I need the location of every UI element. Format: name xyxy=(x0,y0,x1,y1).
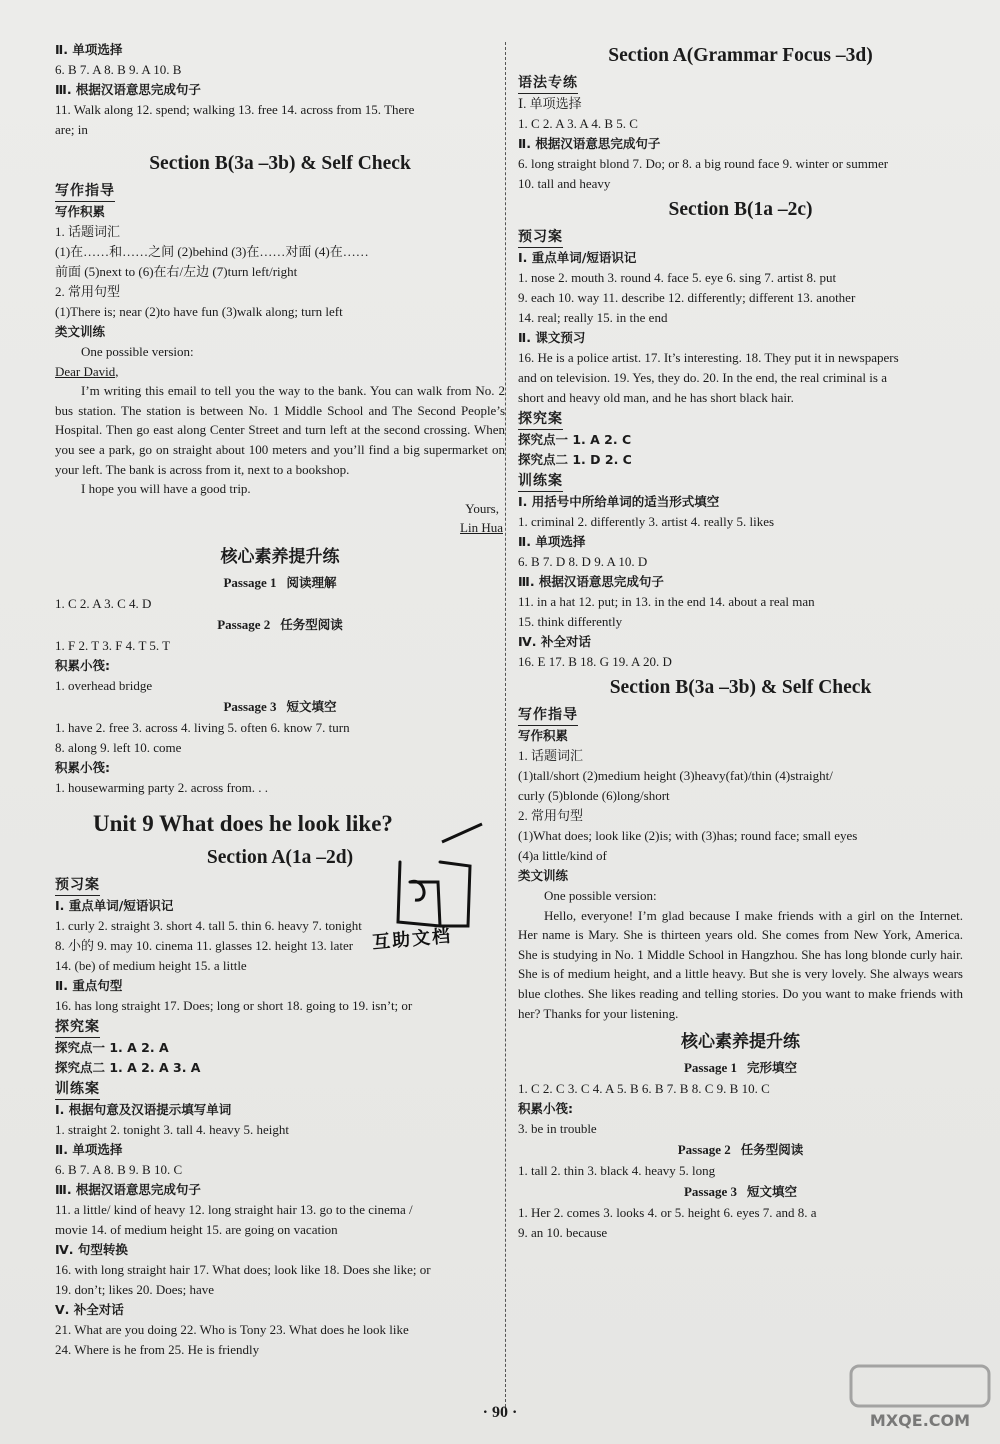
essay-body: Hello, everyone! I’m glad because I make friends with a girl on the Internet. Her name is Mary. She is thirteen years old. She comes from New York, America. She is studying in No. 1 Middle School in Hangzhou. She has long blonde curly hair. She is of medium height, and a little heavy. But she is very lovely. She always wears blue clothes. She likes reading and telling stories. Do you want to make friends with her? Thanks for your listening. xyxy=(518,907,963,1021)
grammar-block xyxy=(518,94,963,194)
letter-version: One possible version: xyxy=(81,344,194,359)
answer-line: (1)tall/short (2)medium height (3)heavy(fat)/thin (4)straight/ xyxy=(518,768,833,783)
letter xyxy=(55,342,505,538)
core-title: 核心素养提升练 xyxy=(681,1032,800,1053)
stamp-text: 互助文档 xyxy=(371,925,453,954)
section-a-gf-title: Section A(Grammar Focus –3d) xyxy=(608,45,873,66)
answer-line: 21. What are you doing 22. Who is Tony 23. What does he look like xyxy=(55,1321,409,1337)
section-a-title: Section A(1a –2d) xyxy=(206,846,354,868)
left-top-answers xyxy=(55,40,505,140)
answer-line: Ⅰ. 根据句意及汉语提示填写单词 xyxy=(55,1101,232,1117)
preview-block xyxy=(518,248,963,408)
answer-line: Ⅲ. 根据汉语意思完成句子 xyxy=(55,1181,201,1197)
answer-line: Ⅱ. 重点句型 xyxy=(55,977,123,993)
passage-2-answers: 1. F 2. T 3. F 4. T 5. T xyxy=(55,637,171,653)
answer-line: 类文训练 xyxy=(518,868,569,883)
essay xyxy=(518,886,963,1023)
writing-accumulation xyxy=(518,726,963,886)
passage-1-heading: Passage 1 阅读理解 xyxy=(223,574,337,590)
passage-2-heading: Passage 2 任务型阅读 xyxy=(677,1142,804,1158)
passage-2-answers: 1. tall 2. thin 3. black 4. heavy 5. long xyxy=(518,1163,716,1179)
answer-line: movie 14. of medium height 15. are going on vacation xyxy=(55,1221,338,1237)
answer-line: 10. tall and heavy xyxy=(518,176,611,191)
answer-line: 6. B 7. D 8. D 9. A 10. D xyxy=(518,554,648,569)
answer-line: 探究点二 1. D 2. C xyxy=(518,452,632,467)
answer-line: 写作积累 xyxy=(55,204,106,219)
passage-3-answers-1: 1. Her 2. comes 3. looks 4. or 5. height 6. eyes 7. and 8. a xyxy=(518,1205,817,1221)
answer-line: 探究点一 1. A 2. A xyxy=(55,1039,169,1055)
answer-line: Ⅰ. 重点单词/短语识记 xyxy=(55,897,174,913)
passage-1-answers: 1. C 2. C 3. C 4. A 5. B 6. B 7. B 8. C 9. B 10. C xyxy=(518,1081,770,1097)
answer-line: Ⅴ. 补全对话 xyxy=(55,1301,124,1317)
answer-line: 16. He is a police artist. 17. It’s interesting. 18. They put it in newspapers xyxy=(518,350,899,365)
answer-line: Ⅱ. 单项选择 xyxy=(55,42,123,57)
answer-line: 14. (be) of medium height 15. a little xyxy=(55,957,247,973)
writing-guide-label: 写作指导 xyxy=(518,704,578,726)
preview-label: 预习案 xyxy=(55,874,100,896)
letter-name: Lin Hua xyxy=(460,520,503,536)
answer-line: 9. each 10. way 11. describe 12. differently; different 13. another xyxy=(518,290,856,305)
passage-1-acc-label: 积累小筏: xyxy=(518,1101,573,1117)
passage-3-acc-label: 积累小筏: xyxy=(55,759,110,775)
answer-line: 8. 小的 9. may 10. cinema 11. glasses 12. height 13. later xyxy=(55,937,354,953)
answer-line: 1. C 2. A 3. A 4. B 5. C xyxy=(518,116,638,131)
train-label: 训练案 xyxy=(518,470,563,492)
answer-line: Ⅱ. 根据汉语意思完成句子 xyxy=(518,136,661,151)
passage-3-heading: Passage 3 短文填空 xyxy=(223,698,337,714)
answer-line: 16. has long straight 17. Does; long or short 18. going to 19. isn’t; or xyxy=(55,997,413,1013)
passage-2-heading: Passage 2 任务型阅读 xyxy=(217,616,343,632)
train-block xyxy=(518,492,963,672)
answer-line: 探究点一 1. A 2. C xyxy=(518,432,632,447)
column-divider xyxy=(505,42,506,1412)
letter-closing: I hope you will have a good trip. xyxy=(81,481,251,497)
answer-line: 6. long straight blond 7. Do; or 8. a big round face 9. winter or summer xyxy=(518,156,889,171)
answer-line: 1. curly 2. straight 3. short 4. tall 5. thin 6. heavy 7. tonight xyxy=(55,917,362,933)
answer-line: 2. 常用句型 xyxy=(518,808,584,823)
answer-line: Ⅲ. 根据汉语意思完成句子 xyxy=(518,574,664,589)
answer-line: 11. Walk along 12. spend; walking 13. free 14. across from 15. There xyxy=(55,102,415,117)
answer-line: and on television. 19. Yes, they do. 20. In the end, the real criminal is a xyxy=(518,370,887,385)
answer-line: 24. Where is he from 25. He is friendly xyxy=(55,1341,260,1357)
answer-line: (1)What does; look like (2)is; with (3)has; round face; small eyes xyxy=(518,828,858,843)
answer-line: Ⅱ. 单项选择 xyxy=(518,534,586,549)
section-b-title: Section B(3a –3b) & Self Check xyxy=(149,153,411,174)
explore-block xyxy=(518,430,963,470)
answer-line: 1. straight 2. tonight 3. tall 4. heavy 5. height xyxy=(55,1121,289,1137)
passage-3-answers-2: 9. an 10. because xyxy=(518,1225,608,1241)
answer-line: 19. don’t; likes 20. Does; have xyxy=(55,1281,214,1297)
passage-3-heading: Passage 3 短文填空 xyxy=(683,1184,798,1200)
unit-title: Unit 9 What does he look like? xyxy=(93,810,393,836)
explore-label: 探究案 xyxy=(55,1016,100,1038)
passage-1-answers: 1. C 2. A 3. C 4. D xyxy=(55,595,152,611)
answer-line: 11. a little/ kind of heavy 12. long straight hair 13. go to the cinema / xyxy=(55,1201,413,1217)
passage-3-acc: 1. housewarming party 2. across from. . . xyxy=(55,779,269,795)
answer-line: Ⅱ. 课文预习 xyxy=(518,330,586,345)
writing-guide-label: 写作指导 xyxy=(55,180,115,202)
answer-line: (1)There is; near (2)to have fun (3)walk along; turn left xyxy=(55,304,343,319)
answer-line: 探究点二 1. A 2. A 3. A xyxy=(55,1059,201,1075)
answer-line: 1. 话题词汇 xyxy=(55,224,121,239)
answer-line: 6. B 7. A 8. B 9. B 10. C xyxy=(55,1161,183,1177)
answer-line: 2. 常用句型 xyxy=(55,284,121,299)
train-block xyxy=(55,1100,505,1360)
answer-line: 11. in a hat 12. put; in 13. in the end 14. about a real man xyxy=(518,594,815,609)
letter-body: I’m writing this email to tell you the way to the bank. You can walk from No. 2 bus station. The station is between No. 1 Middle School and The Second People’s Hospital. Then go east along Center Street and turn left at the second crossing. When you see a park, go on straight about 100 meters and you’ll find a big supermarket on your left. The bank is across from it, next to a bookshop. xyxy=(55,383,505,477)
answer-line: Ⅱ. 单项选择 xyxy=(55,1141,123,1157)
right-column xyxy=(518,40,963,1243)
answer-line: 16. with long straight hair 17. What does; look like 18. Does she like; or xyxy=(55,1261,431,1277)
left-column xyxy=(55,40,505,1360)
preview-label: 预习案 xyxy=(518,226,563,248)
explore-label: 探究案 xyxy=(518,408,563,430)
answer-line: 前面 (5)next to (6)在右/左边 (7)turn left/right xyxy=(55,264,298,279)
answer-line: Ⅰ. 用括号中所给单词的适当形式填空 xyxy=(518,494,720,509)
writing-accumulation xyxy=(55,202,505,342)
passage-3-answers-1: 1. have 2. free 3. across 4. living 5. often 6. know 7. turn xyxy=(55,719,350,735)
core-title: 核心素养提升练 xyxy=(220,546,340,567)
passage-3-answers-2: 8. along 9. left 10. come xyxy=(55,739,182,755)
answer-line: 1. criminal 2. differently 3. artist 4. really 5. likes xyxy=(518,514,775,529)
watermark-text: MXQE.COM xyxy=(869,1411,971,1430)
answer-line: Ⅰ. 单项选择 xyxy=(518,96,582,111)
passage-1-acc: 3. be in trouble xyxy=(518,1121,597,1137)
passage-2-acc-label: 积累小筏: xyxy=(55,657,110,673)
answer-line: 1. 话题词汇 xyxy=(518,748,584,763)
answer-line: 类文训练 xyxy=(55,324,106,339)
section-b2-title: Section B(3a –3b) & Self Check xyxy=(609,677,872,698)
answer-line: Ⅰ. 重点单词/短语识记 xyxy=(518,250,637,265)
answer-line: 16. E 17. B 18. G 19. A 20. D xyxy=(518,654,672,669)
passage-2-acc: 1. overhead bridge xyxy=(55,677,153,693)
answer-line: 6. B 7. A 8. B 9. A 10. B xyxy=(55,62,182,77)
answer-line: (1)在……和……之间 (2)behind (3)在……对面 (4)在…… xyxy=(55,244,369,259)
answer-line: curly (5)blonde (6)long/short xyxy=(518,788,670,803)
answer-line: Ⅳ. 句型转换 xyxy=(55,1241,128,1257)
answer-line: 14. real; really 15. in the end xyxy=(518,310,668,325)
letter-yours: Yours, xyxy=(465,500,499,516)
answer-line: (4)a little/kind of xyxy=(518,848,607,863)
answer-line: 1. nose 2. mouth 3. round 4. face 5. eye 6. sing 7. artist 8. put xyxy=(518,270,837,285)
answer-line: short and heavy old man, and he has short black hair. xyxy=(518,390,794,405)
letter-greeting: Dear David, xyxy=(55,363,119,379)
passage-1-heading: Passage 1 完形填空 xyxy=(683,1060,798,1076)
page-number: · 90 · xyxy=(482,1404,518,1421)
answer-line: Ⅲ. 根据汉语意思完成句子 xyxy=(55,82,201,97)
grammar-label: 语法专练 xyxy=(518,72,578,94)
answer-line: 写作积累 xyxy=(518,728,569,743)
answer-line: Ⅳ. 补全对话 xyxy=(518,634,591,649)
section-b1-title: Section B(1a –2c) xyxy=(668,199,813,220)
essay-version: One possible version: xyxy=(544,888,657,903)
answer-line: 15. think differently xyxy=(518,614,623,629)
explore-block xyxy=(55,1038,505,1078)
answer-line: are; in xyxy=(55,122,88,137)
train-label: 训练案 xyxy=(55,1078,100,1100)
